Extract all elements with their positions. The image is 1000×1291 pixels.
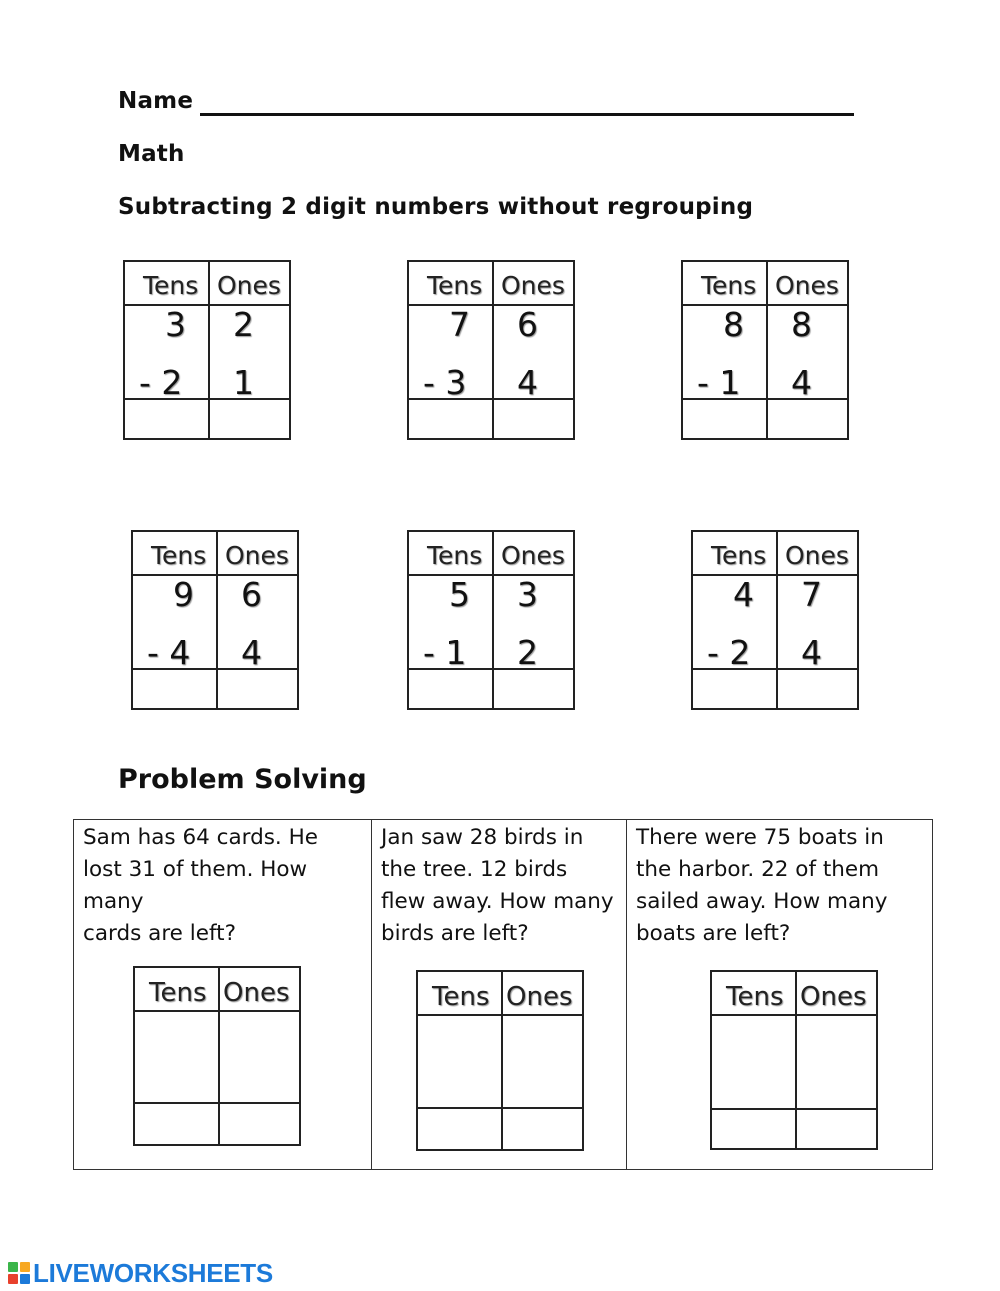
minuend-tens: 3: [165, 305, 186, 344]
answer-ones-cell[interactable]: [797, 1110, 878, 1148]
tens-label: Tens: [427, 541, 483, 570]
answer-ones-cell[interactable]: [220, 1104, 301, 1144]
word-problem-2: [372, 820, 626, 1169]
answer-tens-cell[interactable]: [409, 670, 490, 708]
ones-label: Ones: [501, 541, 565, 570]
tens-label: Tens: [701, 271, 757, 300]
ones-label: Ones: [223, 978, 290, 1008]
logo-text: LIVEWORKSHEETS: [33, 1257, 273, 1288]
answer-ones-cell[interactable]: [503, 1109, 584, 1149]
answer-tens-cell[interactable]: [683, 400, 764, 438]
answer-tens-cell[interactable]: [693, 670, 774, 708]
subtraction-problem-3: [681, 260, 849, 440]
answer-ones-cell[interactable]: [778, 670, 859, 708]
subtraction-problem-1: [123, 260, 291, 440]
name-line[interactable]: [200, 113, 854, 116]
tens-label: Tens: [711, 541, 767, 570]
tens-label: Tens: [151, 541, 207, 570]
answer-tens-cell[interactable]: [409, 400, 490, 438]
minuend-tens: 4: [733, 575, 754, 614]
word-problem-text: Sam has 64 cards. He lost 31 of them. How many cards are left?: [83, 825, 318, 946]
minuend-ones: 6: [241, 575, 262, 614]
minuend-ones: 3: [517, 575, 538, 614]
answer-place-value-chart: [416, 970, 584, 1151]
answer-ones-cell[interactable]: [218, 670, 299, 708]
subtraction-problem-2: [407, 260, 575, 440]
tens-label: Tens: [149, 978, 207, 1008]
subtraction-problem-4: [131, 530, 299, 710]
answer-ones-cell[interactable]: [210, 400, 291, 438]
subtrahend-ones: 4: [517, 363, 538, 402]
subtraction-problem-5: [407, 530, 575, 710]
ones-label: Ones: [217, 271, 281, 300]
tens-label: Tens: [726, 982, 784, 1012]
answer-ones-cell[interactable]: [768, 400, 849, 438]
minuend-tens: 8: [723, 305, 744, 344]
word-problem-3: [627, 820, 933, 1169]
answer-place-value-chart: [133, 966, 301, 1146]
subtrahend-ones: 4: [791, 363, 812, 402]
answer-tens-cell[interactable]: [125, 400, 206, 438]
topic-title: Subtracting 2 digit numbers without regrouping: [118, 194, 754, 220]
minuend-tens: 5: [449, 575, 470, 614]
name-label: Name: [118, 88, 194, 114]
tens-label: Tens: [143, 271, 199, 300]
minuend-tens: 7: [449, 305, 470, 344]
tens-label: Tens: [427, 271, 483, 300]
minuend-ones: 8: [791, 305, 812, 344]
subject-label: Math: [118, 141, 185, 167]
answer-tens-cell[interactable]: [135, 1104, 216, 1144]
liveworksheets-logo[interactable]: [8, 1258, 273, 1288]
minuend-ones: 2: [233, 305, 254, 344]
minuend-tens: 9: [173, 575, 194, 614]
tens-label: Tens: [432, 982, 490, 1012]
answer-tens-cell[interactable]: [712, 1110, 793, 1148]
subtrahend-tens: - 1: [423, 633, 467, 672]
problem-solving-table: [73, 819, 933, 1170]
ones-label: Ones: [506, 982, 573, 1012]
problem-solving-title: Problem Solving: [118, 764, 367, 795]
subtrahend-tens: - 2: [139, 363, 183, 402]
subtrahend-ones: 4: [241, 633, 262, 672]
answer-tens-cell[interactable]: [418, 1109, 499, 1149]
subtrahend-tens: - 4: [147, 633, 191, 672]
minuend-ones: 7: [801, 575, 822, 614]
answer-ones-cell[interactable]: [494, 400, 575, 438]
subtrahend-tens: - 2: [707, 633, 751, 672]
answer-tens-cell[interactable]: [133, 670, 214, 708]
ones-label: Ones: [785, 541, 849, 570]
word-problem-1: [74, 820, 371, 1169]
minuend-ones: 6: [517, 305, 538, 344]
answer-ones-cell[interactable]: [494, 670, 575, 708]
subtrahend-ones: 1: [233, 363, 254, 402]
ones-label: Ones: [800, 982, 867, 1012]
word-problem-text: There were 75 boats in the harbor. 22 of them sailed away. How many boats are left?: [636, 825, 888, 946]
subtrahend-tens: - 3: [423, 363, 467, 402]
ones-label: Ones: [501, 271, 565, 300]
subtrahend-ones: 4: [801, 633, 822, 672]
subtrahend-tens: - 1: [697, 363, 741, 402]
liveworksheets-logo-icon: [8, 1262, 30, 1284]
subtrahend-ones: 2: [517, 633, 538, 672]
answer-place-value-chart: [710, 970, 878, 1150]
word-problem-text: Jan saw 28 birds in the tree. 12 birds flew away. How many birds are left?: [381, 825, 614, 946]
subtraction-problem-6: [691, 530, 859, 710]
ones-label: Ones: [775, 271, 839, 300]
ones-label: Ones: [225, 541, 289, 570]
